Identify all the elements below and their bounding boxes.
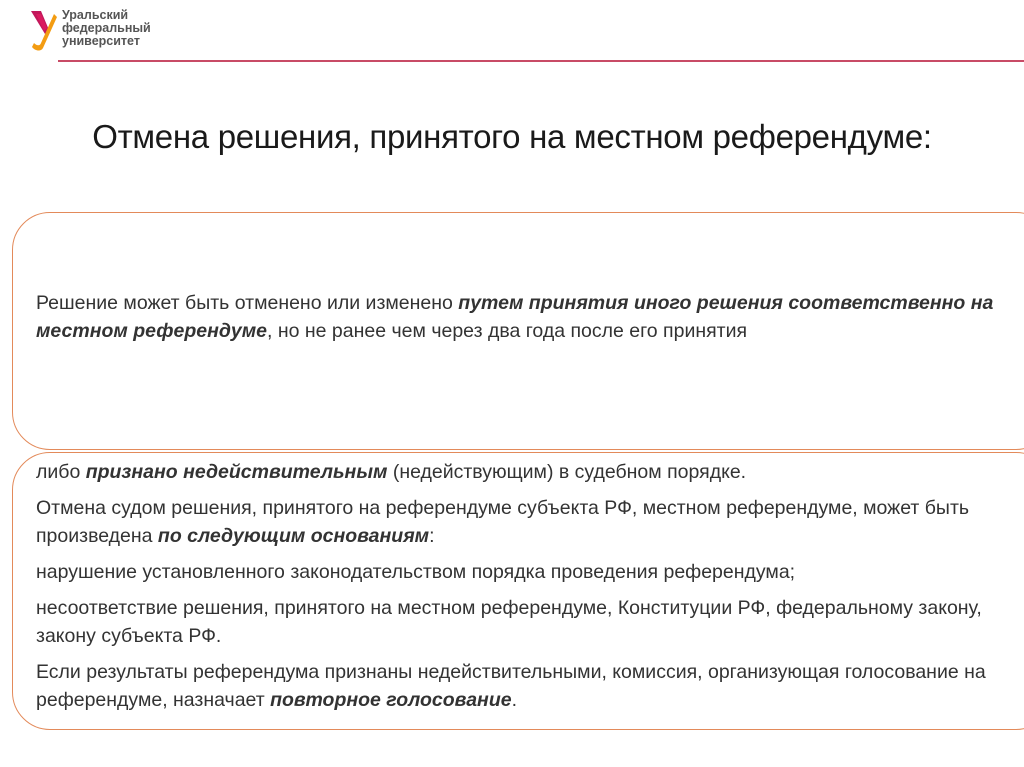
page-title: Отмена решения, принятого на местном референдуме: — [92, 118, 932, 155]
logo-text: Уральский федеральный университет — [62, 8, 151, 48]
block1-text-2: , но не ранее чем через два года после его принятия — [267, 320, 748, 342]
block2-p5-text-2: . — [511, 689, 518, 711]
block2-p1-text-1: либо — [36, 461, 86, 483]
header — [0, 0, 1024, 64]
block2-paragraph-2 — [36, 494, 1016, 550]
block2-p5-emphasis: повторное голосование — [270, 689, 512, 711]
block2-p2-text-1: Отмена судом решения, принятого на референдуме субъекта РФ, местном референдуме, может быть произведена — [36, 497, 970, 547]
block1-emphasis: путем принятия иного решения соответственно на местном референдуме — [36, 292, 994, 342]
block2-p5-text-1: Если результаты референдума признаны недействительными, комиссия, организующая голосование на референдуме, назначает — [36, 661, 986, 711]
block2-paragraph-3: нарушение установленного законодательством порядка проведения референдума; — [36, 561, 796, 583]
block2-p1-emphasis: признано недействительным — [85, 461, 388, 483]
block2-content — [36, 458, 1016, 722]
block2-paragraph-4: несоответствие решения, принятого на местном референдуме, Конституции РФ, федеральному закону, закону субъекта РФ. — [36, 597, 982, 647]
block1-paragraph — [36, 289, 996, 345]
block1-text-1: Решение может быть отменено или изменено — [36, 292, 459, 314]
block2-paragraph-5 — [36, 658, 1016, 714]
block2-p2-text-2: : — [429, 525, 435, 547]
block2-p1-text-2: (недействующим) в судебном порядке. — [387, 461, 747, 483]
header-divider — [58, 60, 1024, 62]
block2-paragraph-1 — [36, 458, 1016, 486]
urfu-logo-icon — [28, 8, 58, 52]
block2-p2-emphasis: по следующим основаниям — [157, 525, 430, 547]
